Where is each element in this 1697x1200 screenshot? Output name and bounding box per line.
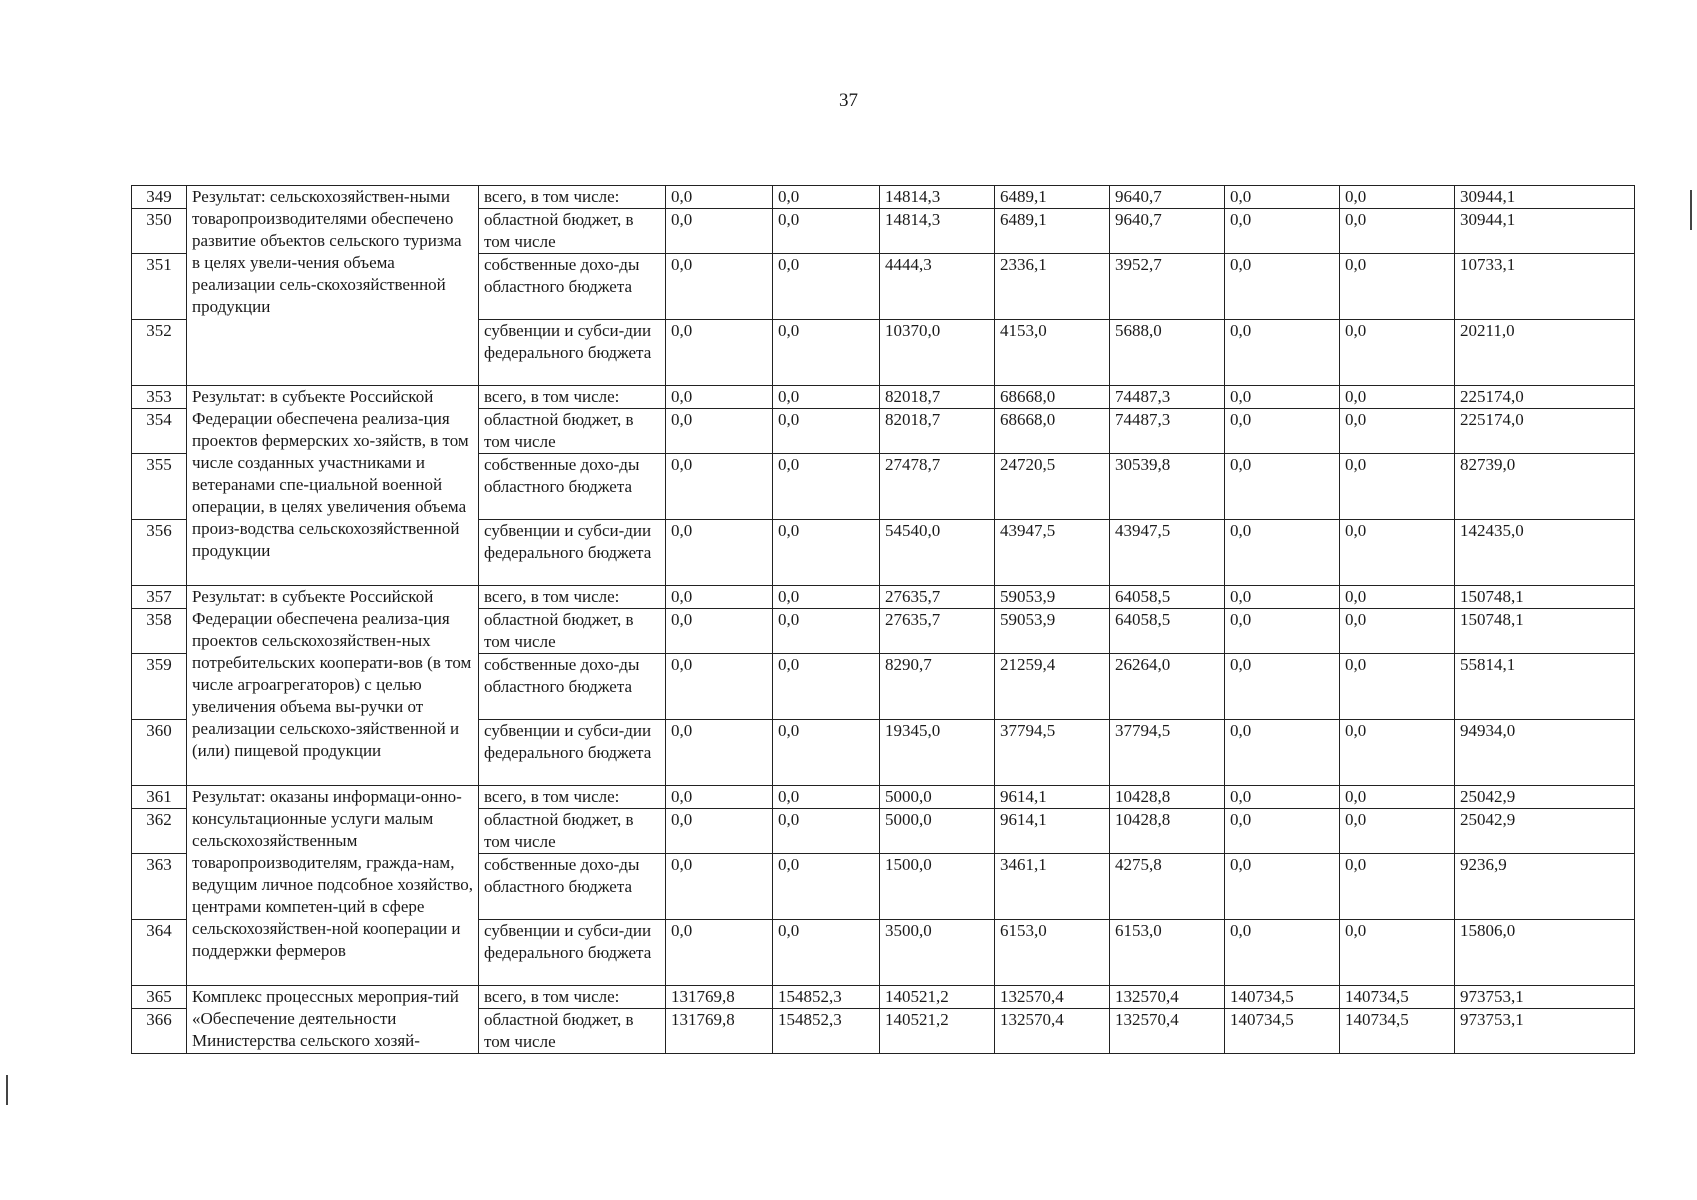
row-number: 366 [132, 1009, 187, 1054]
year-value: 140521,2 [880, 1009, 995, 1054]
row-number: 365 [132, 986, 187, 1009]
year-value: 1500,0 [880, 854, 995, 920]
year-value: 132570,4 [1110, 1009, 1225, 1054]
year-value: 3500,0 [880, 920, 995, 986]
year-value: 5688,0 [1110, 320, 1225, 386]
funding-source: субвенции и субси-дии федерального бюджета [479, 320, 666, 386]
year-value: 9640,7 [1110, 209, 1225, 254]
row-number: 350 [132, 209, 187, 254]
table-row [132, 586, 1635, 609]
year-value: 0,0 [1340, 386, 1455, 409]
year-value: 30539,8 [1110, 454, 1225, 520]
total-value: 25042,9 [1455, 786, 1635, 809]
year-value: 4444,3 [880, 254, 995, 320]
funding-source: областной бюджет, в том числе [479, 1009, 666, 1054]
funding-source: областной бюджет, в том числе [479, 609, 666, 654]
table-row [132, 186, 1635, 209]
year-value: 0,0 [666, 920, 773, 986]
year-value: 0,0 [773, 320, 880, 386]
total-value: 142435,0 [1455, 520, 1635, 586]
total-value: 225174,0 [1455, 409, 1635, 454]
year-value: 2336,1 [995, 254, 1110, 320]
row-number: 360 [132, 720, 187, 786]
year-value: 0,0 [666, 520, 773, 586]
year-value: 24720,5 [995, 454, 1110, 520]
funding-source: всего, в том числе: [479, 186, 666, 209]
year-value: 0,0 [1225, 786, 1340, 809]
year-value: 37794,5 [995, 720, 1110, 786]
year-value: 5000,0 [880, 809, 995, 854]
funding-source: всего, в том числе: [479, 386, 666, 409]
page-number: 37 [839, 90, 858, 111]
year-value: 0,0 [666, 254, 773, 320]
funding-source: собственные дохо-ды областного бюджета [479, 654, 666, 720]
total-value: 150748,1 [1455, 609, 1635, 654]
funding-source: субвенции и субси-дии федерального бюджета [479, 720, 666, 786]
year-value: 0,0 [773, 409, 880, 454]
row-number: 364 [132, 920, 187, 986]
year-value: 14814,3 [880, 209, 995, 254]
year-value: 0,0 [1340, 809, 1455, 854]
year-value: 14814,3 [880, 186, 995, 209]
year-value: 140734,5 [1340, 1009, 1455, 1054]
year-value: 140734,5 [1225, 1009, 1340, 1054]
year-value: 10428,8 [1110, 786, 1225, 809]
scan-mark-right [1690, 190, 1692, 230]
year-value: 0,0 [1225, 320, 1340, 386]
year-value: 68668,0 [995, 386, 1110, 409]
year-value: 74487,3 [1110, 409, 1225, 454]
year-value: 10428,8 [1110, 809, 1225, 854]
year-value: 27478,7 [880, 454, 995, 520]
funding-source: всего, в том числе: [479, 586, 666, 609]
year-value: 64058,5 [1110, 586, 1225, 609]
year-value: 74487,3 [1110, 386, 1225, 409]
year-value: 0,0 [773, 386, 880, 409]
year-value: 0,0 [1225, 209, 1340, 254]
year-value: 6153,0 [1110, 920, 1225, 986]
budget-table [131, 185, 1635, 1054]
year-value: 82018,7 [880, 386, 995, 409]
year-value: 0,0 [1225, 654, 1340, 720]
table-row [132, 786, 1635, 809]
year-value: 9640,7 [1110, 186, 1225, 209]
table-row [132, 986, 1635, 1009]
row-number: 356 [132, 520, 187, 586]
year-value: 6153,0 [995, 920, 1110, 986]
year-value: 6489,1 [995, 186, 1110, 209]
year-value: 3461,1 [995, 854, 1110, 920]
total-value: 9236,9 [1455, 854, 1635, 920]
year-value: 0,0 [666, 809, 773, 854]
year-value: 0,0 [1225, 586, 1340, 609]
total-value: 25042,9 [1455, 809, 1635, 854]
year-value: 0,0 [1225, 920, 1340, 986]
year-value: 0,0 [1225, 409, 1340, 454]
row-number: 351 [132, 254, 187, 320]
year-value: 0,0 [1225, 720, 1340, 786]
year-value: 43947,5 [1110, 520, 1225, 586]
result-description: Комплекс процессных мероприя-тий «Обеспечение деятельности Министерства сельского хозяй- [187, 986, 479, 1054]
year-value: 0,0 [666, 186, 773, 209]
result-description: Результат: сельскохозяйствен-ными товаропроизводителями обеспечено развитие объектов сельского туризма в целях увели-чения объема реализации сель-скохозяйственной продукции [187, 186, 479, 386]
year-value: 8290,7 [880, 654, 995, 720]
funding-source: собственные дохо-ды областного бюджета [479, 454, 666, 520]
year-value: 154852,3 [773, 1009, 880, 1054]
year-value: 82018,7 [880, 409, 995, 454]
year-value: 154852,3 [773, 986, 880, 1009]
year-value: 0,0 [666, 586, 773, 609]
year-value: 68668,0 [995, 409, 1110, 454]
year-value: 132570,4 [995, 986, 1110, 1009]
year-value: 0,0 [1340, 586, 1455, 609]
year-value: 37794,5 [1110, 720, 1225, 786]
funding-source: субвенции и субси-дии федерального бюджета [479, 520, 666, 586]
row-number: 363 [132, 854, 187, 920]
table-row [132, 386, 1635, 409]
year-value: 26264,0 [1110, 654, 1225, 720]
year-value: 0,0 [1225, 809, 1340, 854]
year-value: 0,0 [666, 320, 773, 386]
year-value: 0,0 [666, 454, 773, 520]
funding-source: всего, в том числе: [479, 786, 666, 809]
year-value: 0,0 [1225, 854, 1340, 920]
row-number: 361 [132, 786, 187, 809]
year-value: 9614,1 [995, 786, 1110, 809]
year-value: 0,0 [666, 386, 773, 409]
year-value: 0,0 [773, 454, 880, 520]
year-value: 132570,4 [1110, 986, 1225, 1009]
funding-source: всего, в том числе: [479, 986, 666, 1009]
year-value: 0,0 [1340, 186, 1455, 209]
year-value: 27635,7 [880, 609, 995, 654]
funding-source: субвенции и субси-дии федерального бюджета [479, 920, 666, 986]
year-value: 5000,0 [880, 786, 995, 809]
year-value: 0,0 [1225, 186, 1340, 209]
result-description: Результат: оказаны информаци-онно-консультационные услуги малым сельскохозяйственным товаропроизводителям, гражда-нам, ведущим личное подсобное хозяйство, центрами компетен-ций в сфере сельскохозяйствен-ной кооперации и поддержки фермеров [187, 786, 479, 986]
funding-source: собственные дохо-ды областного бюджета [479, 854, 666, 920]
result-description: Результат: в субъекте Российской Федерации обеспечена реализа-ция проектов фермерских хо-зяйств, в том числе созданных участниками и ветеранами спе-циальной военной операции, в целях увеличения объема произ-водства сельскохозяйственной продукции [187, 386, 479, 586]
year-value: 0,0 [1340, 654, 1455, 720]
year-value: 0,0 [666, 720, 773, 786]
total-value: 10733,1 [1455, 254, 1635, 320]
year-value: 0,0 [773, 720, 880, 786]
year-value: 131769,8 [666, 1009, 773, 1054]
total-value: 973753,1 [1455, 986, 1635, 1009]
year-value: 0,0 [1225, 609, 1340, 654]
scan-mark-left [6, 1075, 8, 1105]
year-value: 0,0 [1340, 254, 1455, 320]
year-value: 19345,0 [880, 720, 995, 786]
year-value: 0,0 [1340, 920, 1455, 986]
funding-source: областной бюджет, в том числе [479, 409, 666, 454]
year-value: 0,0 [1340, 209, 1455, 254]
year-value: 0,0 [1225, 254, 1340, 320]
total-value: 15806,0 [1455, 920, 1635, 986]
row-number: 357 [132, 586, 187, 609]
row-number: 359 [132, 654, 187, 720]
year-value: 9614,1 [995, 809, 1110, 854]
year-value: 0,0 [773, 254, 880, 320]
row-number: 358 [132, 609, 187, 654]
row-number: 355 [132, 454, 187, 520]
year-value: 0,0 [666, 654, 773, 720]
year-value: 0,0 [1340, 854, 1455, 920]
row-number: 362 [132, 809, 187, 854]
year-value: 0,0 [666, 786, 773, 809]
funding-source: собственные дохо-ды областного бюджета [479, 254, 666, 320]
year-value: 0,0 [773, 520, 880, 586]
year-value: 0,0 [773, 920, 880, 986]
year-value: 0,0 [1340, 454, 1455, 520]
year-value: 4153,0 [995, 320, 1110, 386]
year-value: 21259,4 [995, 654, 1110, 720]
year-value: 3952,7 [1110, 254, 1225, 320]
total-value: 30944,1 [1455, 209, 1635, 254]
year-value: 0,0 [1225, 520, 1340, 586]
total-value: 94934,0 [1455, 720, 1635, 786]
table-body [132, 186, 1635, 1054]
year-value: 0,0 [773, 186, 880, 209]
year-value: 0,0 [773, 609, 880, 654]
total-value: 82739,0 [1455, 454, 1635, 520]
row-number: 352 [132, 320, 187, 386]
year-value: 0,0 [666, 854, 773, 920]
year-value: 0,0 [1225, 454, 1340, 520]
year-value: 0,0 [773, 209, 880, 254]
row-number: 349 [132, 186, 187, 209]
year-value: 140521,2 [880, 986, 995, 1009]
year-value: 27635,7 [880, 586, 995, 609]
total-value: 150748,1 [1455, 586, 1635, 609]
row-number: 353 [132, 386, 187, 409]
year-value: 64058,5 [1110, 609, 1225, 654]
year-value: 0,0 [773, 854, 880, 920]
year-value: 6489,1 [995, 209, 1110, 254]
year-value: 0,0 [1225, 386, 1340, 409]
year-value: 0,0 [1340, 609, 1455, 654]
total-value: 973753,1 [1455, 1009, 1635, 1054]
year-value: 132570,4 [995, 1009, 1110, 1054]
funding-source: областной бюджет, в том числе [479, 209, 666, 254]
year-value: 0,0 [1340, 786, 1455, 809]
year-value: 59053,9 [995, 609, 1110, 654]
total-value: 20211,0 [1455, 320, 1635, 386]
year-value: 0,0 [666, 609, 773, 654]
year-value: 10370,0 [880, 320, 995, 386]
year-value: 4275,8 [1110, 854, 1225, 920]
total-value: 30944,1 [1455, 186, 1635, 209]
year-value: 0,0 [773, 786, 880, 809]
year-value: 0,0 [773, 586, 880, 609]
year-value: 0,0 [1340, 320, 1455, 386]
total-value: 55814,1 [1455, 654, 1635, 720]
year-value: 140734,5 [1340, 986, 1455, 1009]
year-value: 0,0 [1340, 720, 1455, 786]
year-value: 54540,0 [880, 520, 995, 586]
year-value: 43947,5 [995, 520, 1110, 586]
result-description: Результат: в субъекте Российской Федерации обеспечена реализа-ция проектов сельскохозяйствен-ных потребительских кооперати-вов (в том числе агроагрегаторов) с целью увеличения объема вы-ручки от реализации сельскохо-зяйственной и (или) пищевой продукции [187, 586, 479, 786]
year-value: 0,0 [666, 209, 773, 254]
total-value: 225174,0 [1455, 386, 1635, 409]
year-value: 0,0 [666, 409, 773, 454]
funding-source: областной бюджет, в том числе [479, 809, 666, 854]
year-value: 0,0 [773, 654, 880, 720]
year-value: 131769,8 [666, 986, 773, 1009]
year-value: 140734,5 [1225, 986, 1340, 1009]
row-number: 354 [132, 409, 187, 454]
year-value: 0,0 [773, 809, 880, 854]
year-value: 0,0 [1340, 409, 1455, 454]
year-value: 59053,9 [995, 586, 1110, 609]
year-value: 0,0 [1340, 520, 1455, 586]
